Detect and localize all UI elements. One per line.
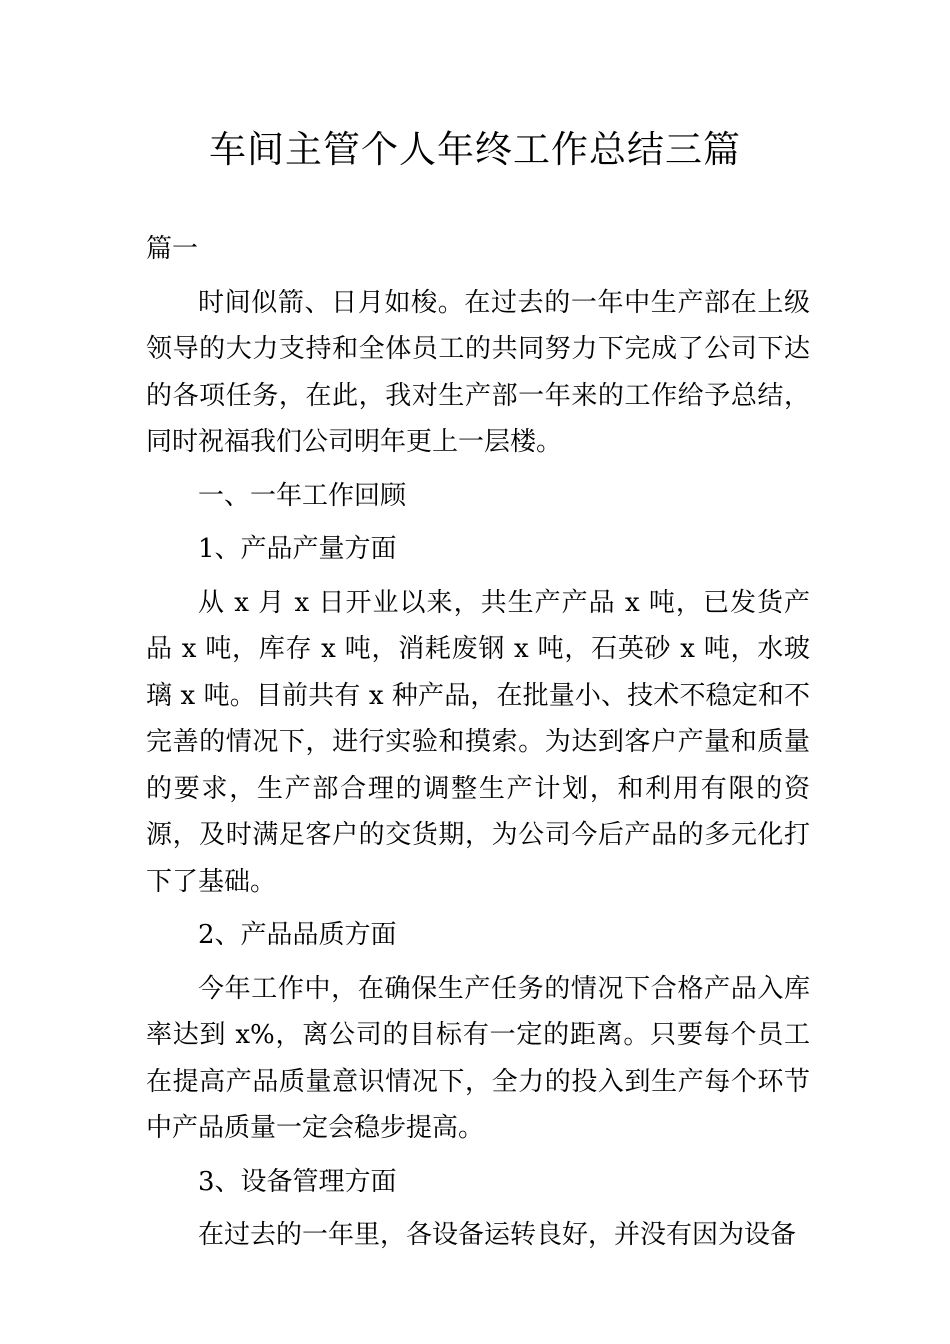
equipment-management-paragraph: 在过去的一年里，各设备运转良好，并没有因为设备: [198, 1220, 797, 1250]
heading-year-review: 一、一年工作回顾: [198, 480, 407, 511]
document-title: 车间主管个人年终工作总结三篇: [209, 128, 741, 171]
heading-product-quality: 2、产品品质方面: [198, 920, 397, 950]
section-heading-part-one: 篇一: [146, 234, 199, 264]
product-output-paragraph: 从 x 月 x 日开业以来，共生产产品 x 吨，已发货产品 x 吨，库存 x 吨，消耗废钢 x 吨，石英砂 x 吨，水玻璃 x 吨。目前共有 x 种产品，在批量小、技术不稳定和不完善的情况下，进行实验和摸索。为达到客户产量和质量的要求，生产部合理的调整生产计划，和利用有限的资源，及时满足客户的交货期，为公司今后产品的多元化打下了基础。: [146, 587, 810, 897]
heading-equipment-management: 3、设备管理方面: [198, 1166, 397, 1197]
document-body: [146, 226, 810, 1266]
intro-paragraph: 时间似箭、日月如梭。在过去的一年中生产部在上级领导的大力支持和全体员工的共同努力下完成了公司下达的各项任务，在此，我对生产部一年来的工作给予总结，同时祝福我们公司明年更上一层楼。: [146, 287, 810, 457]
product-quality-paragraph: 今年工作中，在确保生产任务的情况下合格产品入库率达到 x%，离公司的目标有一定的距离。只要每个员工在提高产品质量意识情况下，全力的投入到生产每个环节中产品质量一定会稳步提高。: [146, 973, 810, 1143]
heading-product-output: 1、产品产量方面: [198, 534, 397, 564]
